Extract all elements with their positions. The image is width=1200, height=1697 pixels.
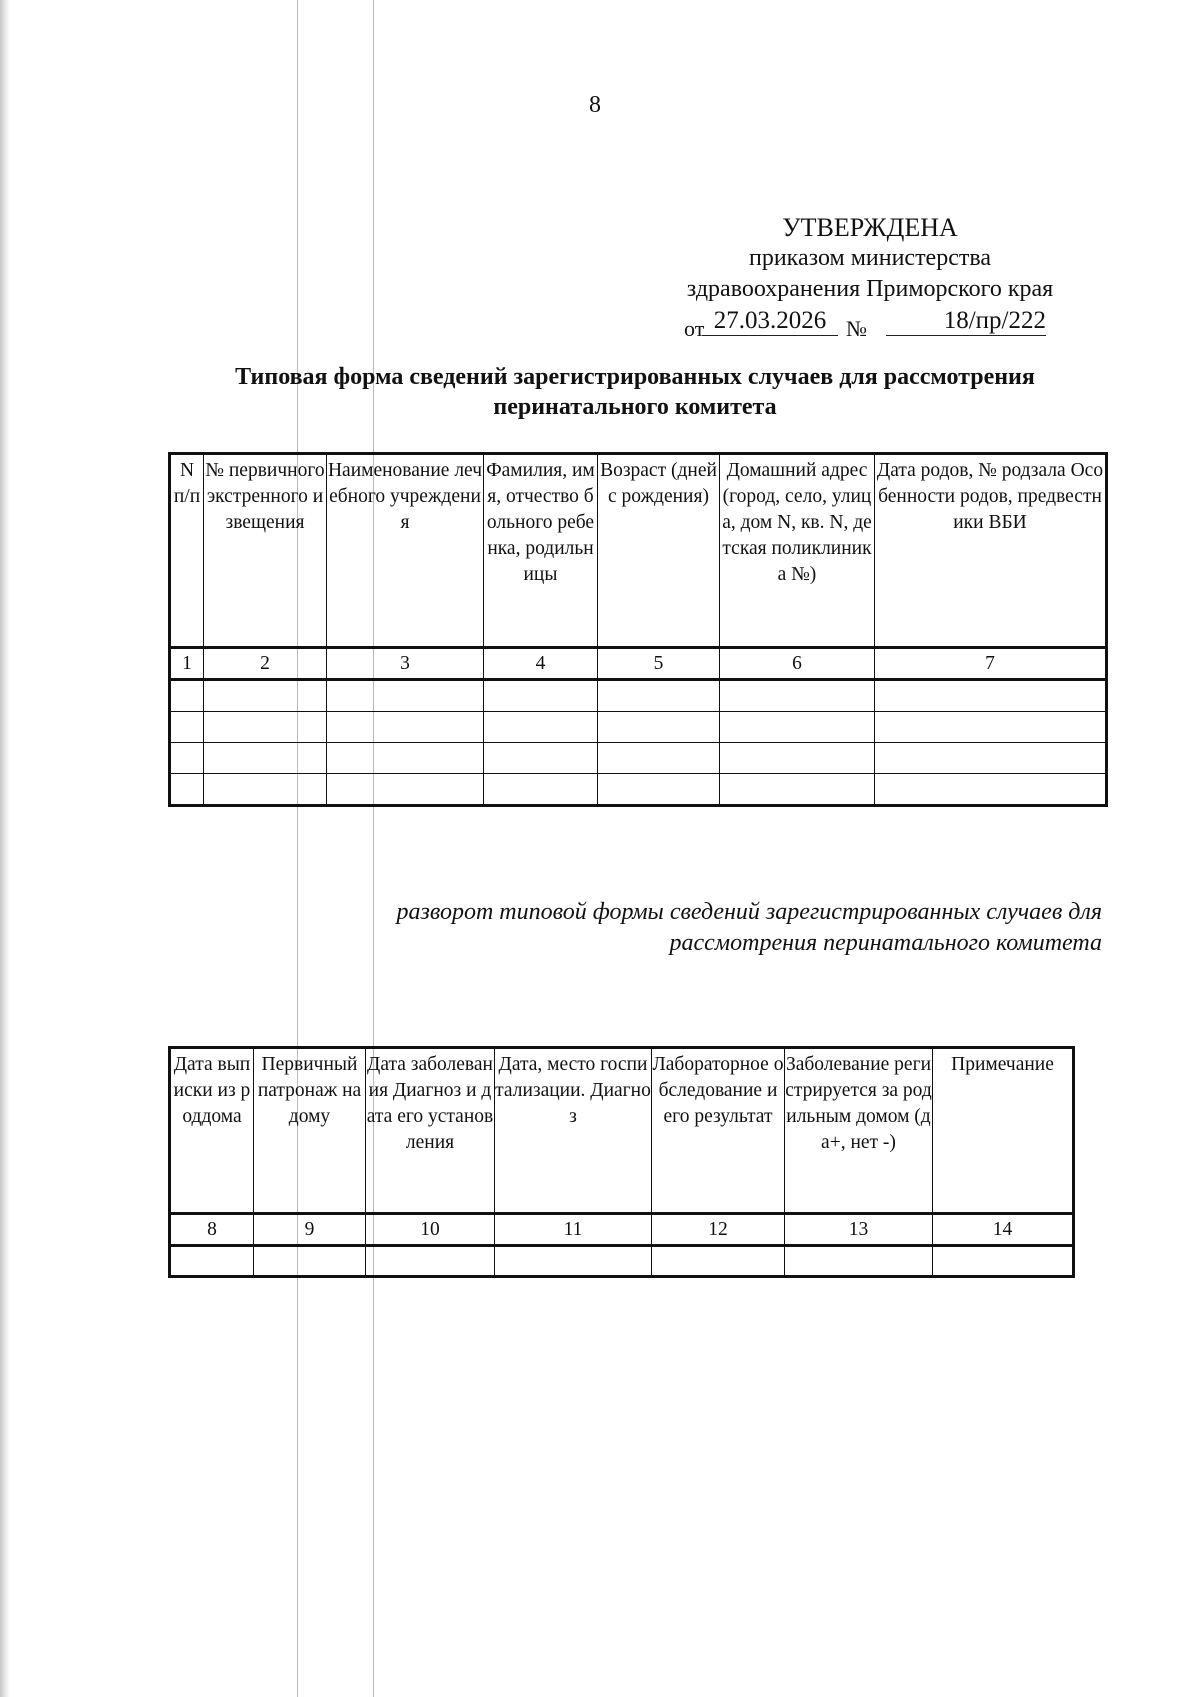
column-header: Дата заболевания Диагноз и дата его установления bbox=[366, 1048, 495, 1214]
column-number: 13 bbox=[785, 1214, 933, 1246]
column-header: Наименование лечебного учреждения bbox=[327, 454, 484, 648]
table-cell[interactable] bbox=[327, 680, 484, 712]
column-header: N п/п bbox=[170, 454, 204, 648]
table-cell[interactable] bbox=[170, 743, 204, 774]
table-cell[interactable] bbox=[204, 712, 327, 743]
table-cell[interactable] bbox=[170, 1246, 254, 1277]
table-cell[interactable] bbox=[484, 712, 598, 743]
table-cell[interactable] bbox=[204, 743, 327, 774]
table-row bbox=[170, 712, 1107, 743]
table-row bbox=[170, 1246, 1074, 1277]
column-number-row bbox=[170, 1214, 1074, 1246]
table-cell[interactable] bbox=[652, 1246, 785, 1277]
table-header-row bbox=[170, 454, 1107, 648]
table-cell[interactable] bbox=[785, 1246, 933, 1277]
table-cell[interactable] bbox=[170, 774, 204, 806]
approval-line-2: здравоохранения Приморского края bbox=[686, 276, 1054, 302]
column-number: 8 bbox=[170, 1214, 254, 1246]
approval-stamp bbox=[650, 212, 1090, 339]
table-cell[interactable] bbox=[204, 680, 327, 712]
column-header: Заболевание регистрируется за родильным домом (да+, нет -) bbox=[785, 1048, 933, 1214]
column-header: Первичный патронаж на дому bbox=[254, 1048, 366, 1214]
table-cell[interactable] bbox=[598, 743, 720, 774]
approval-heading: УТВЕРЖДЕНА bbox=[782, 213, 958, 242]
column-header: Домашний адрес (город, село, улица, дом N, кв. N, детская поликлиника №) bbox=[720, 454, 875, 648]
table-cell[interactable] bbox=[170, 712, 204, 743]
form-table-spread bbox=[168, 1046, 1075, 1278]
table-cell[interactable] bbox=[254, 1246, 366, 1277]
table-header-row bbox=[170, 1048, 1074, 1214]
approval-line-1: приказом министерства bbox=[748, 245, 992, 271]
column-header: № первичного экстренного извещения bbox=[204, 454, 327, 648]
table-cell[interactable] bbox=[933, 1246, 1074, 1277]
form-spread-subtitle-line-2: рассмотрения перинатального комитета bbox=[669, 930, 1102, 956]
column-number: 7 bbox=[875, 648, 1107, 680]
document-title-line-2: перинатального комитета bbox=[493, 394, 777, 420]
column-number: 4 bbox=[484, 648, 598, 680]
table-row bbox=[170, 680, 1107, 712]
order-date: 27.03.2026 bbox=[702, 307, 838, 336]
column-header: Дата, место госпитализации. Диагноз bbox=[495, 1048, 652, 1214]
table-cell[interactable] bbox=[720, 680, 875, 712]
column-number: 3 bbox=[327, 648, 484, 680]
column-header: Фамилия, имя, отчество больного ребенка, родильницы bbox=[484, 454, 598, 648]
table-cell[interactable] bbox=[484, 680, 598, 712]
table-row bbox=[170, 743, 1107, 774]
column-number-row bbox=[170, 648, 1107, 680]
table-cell[interactable] bbox=[495, 1246, 652, 1277]
table-cell[interactable] bbox=[598, 774, 720, 806]
column-number: 1 bbox=[170, 648, 204, 680]
document-title bbox=[170, 362, 1100, 422]
table-cell[interactable] bbox=[204, 774, 327, 806]
page-number: 8 bbox=[589, 92, 601, 118]
table-cell[interactable] bbox=[327, 712, 484, 743]
order-date-prefix: от bbox=[684, 316, 705, 341]
column-number: 11 bbox=[495, 1214, 652, 1246]
table-cell[interactable] bbox=[720, 743, 875, 774]
column-number: 6 bbox=[720, 648, 875, 680]
order-line bbox=[650, 307, 1090, 339]
column-header: Примечание bbox=[933, 1048, 1074, 1214]
table-cell[interactable] bbox=[598, 680, 720, 712]
column-number: 9 bbox=[254, 1214, 366, 1246]
column-header: Возраст (дней с рождения) bbox=[598, 454, 720, 648]
document-title-line-1: Типовая форма сведений зарегистрированных случаев для рассмотрения bbox=[235, 364, 1035, 390]
order-number: 18/пр/222 bbox=[886, 307, 1046, 336]
column-header: Дата родов, № родзала Особенности родов, предвестники ВБИ bbox=[875, 454, 1107, 648]
column-header: Дата выписки из роддома bbox=[170, 1048, 254, 1214]
column-number: 14 bbox=[933, 1214, 1074, 1246]
form-spread-subtitle-line-1: разворот типовой формы сведений зарегистрированных случаев для bbox=[396, 899, 1102, 925]
table-cell[interactable] bbox=[170, 680, 204, 712]
table-cell[interactable] bbox=[875, 712, 1107, 743]
table-cell[interactable] bbox=[484, 743, 598, 774]
scan-edge-shadow bbox=[0, 0, 10, 1697]
table-cell[interactable] bbox=[598, 712, 720, 743]
form-table-main bbox=[168, 452, 1108, 807]
table-cell[interactable] bbox=[875, 743, 1107, 774]
table-cell[interactable] bbox=[720, 712, 875, 743]
column-number: 5 bbox=[598, 648, 720, 680]
form-spread-subtitle bbox=[280, 897, 1102, 959]
table-cell[interactable] bbox=[327, 743, 484, 774]
table-cell[interactable] bbox=[875, 680, 1107, 712]
column-number: 2 bbox=[204, 648, 327, 680]
table-cell[interactable] bbox=[875, 774, 1107, 806]
table-cell[interactable] bbox=[720, 774, 875, 806]
scan-fold-line bbox=[373, 0, 374, 1697]
column-number: 10 bbox=[366, 1214, 495, 1246]
column-header: Лабораторное обследование и его результат bbox=[652, 1048, 785, 1214]
column-number: 12 bbox=[652, 1214, 785, 1246]
scan-fold-line bbox=[297, 0, 298, 1697]
table-cell[interactable] bbox=[484, 774, 598, 806]
table-cell[interactable] bbox=[327, 774, 484, 806]
order-number-prefix: № bbox=[846, 316, 867, 341]
table-row bbox=[170, 774, 1107, 806]
table-cell[interactable] bbox=[366, 1246, 495, 1277]
